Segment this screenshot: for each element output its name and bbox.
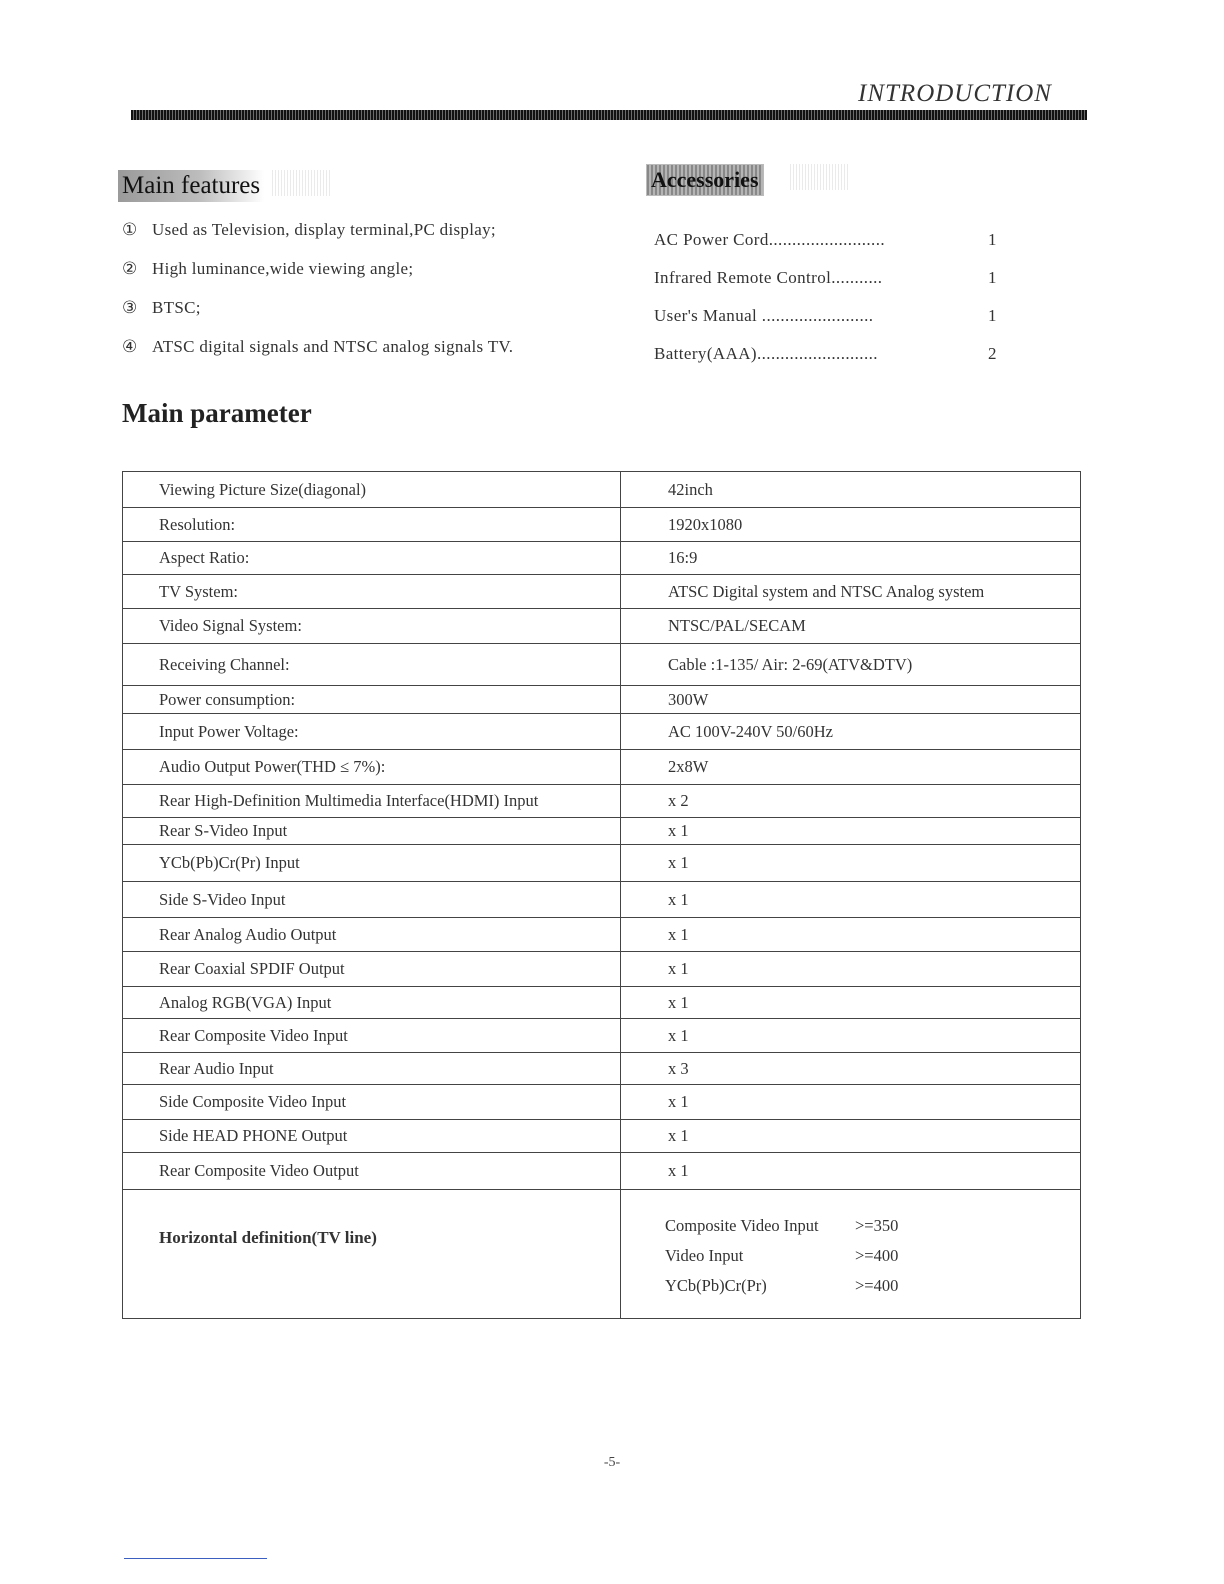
horizontal-definition-row: [123, 1190, 1081, 1319]
table-row: [123, 1120, 1081, 1153]
param-label: Side S-Video Input: [123, 882, 621, 918]
feature-number: ①: [122, 220, 138, 239]
param-label: YCb(Pb)Cr(Pr) Input: [123, 845, 621, 882]
feature-text: High luminance,wide viewing angle;: [152, 259, 414, 278]
param-value: x 2: [621, 785, 1081, 818]
param-value: x 1: [621, 918, 1081, 952]
accessory-item: [654, 344, 1004, 382]
accessory-quantity: 2: [988, 344, 997, 363]
definition-line: [665, 1211, 1080, 1241]
table-row: [123, 714, 1081, 750]
param-value: x 1: [621, 818, 1081, 845]
param-label: Audio Output Power(THD ≤ 7%):: [123, 750, 621, 785]
param-label: Rear S-Video Input: [123, 818, 621, 845]
header-divider-bar: [131, 110, 1087, 120]
param-value: x 1: [621, 1019, 1081, 1053]
param-value: x 3: [621, 1053, 1081, 1085]
param-label: Power consumption:: [123, 686, 621, 714]
footer-rule: [124, 1558, 267, 1559]
table-row: [123, 644, 1081, 686]
accessories-heading: Accessories: [646, 164, 764, 196]
feature-item: [122, 298, 513, 337]
page-header-title: INTRODUCTION: [858, 80, 1052, 107]
horizontal-definition-label: Horizontal definition(TV line): [159, 1228, 377, 1247]
param-value: 300W: [621, 686, 1081, 714]
param-value: AC 100V-240V 50/60Hz: [621, 714, 1081, 750]
accessory-quantity: 1: [988, 230, 997, 249]
table-row: [123, 882, 1081, 918]
accessory-name: User's Manual ........................: [654, 306, 874, 325]
param-value: Cable :1-135/ Air: 2-69(ATV&DTV): [621, 644, 1081, 686]
param-label: Rear Coaxial SPDIF Output: [123, 952, 621, 987]
parameters-table: [122, 471, 1081, 1319]
param-value: x 1: [621, 952, 1081, 987]
accessories-list: [654, 230, 1004, 382]
table-row: [123, 1153, 1081, 1190]
param-label: Rear Analog Audio Output: [123, 918, 621, 952]
param-label: Rear Composite Video Input: [123, 1019, 621, 1053]
param-value: x 1: [621, 882, 1081, 918]
table-row: [123, 1019, 1081, 1053]
feature-number: ③: [122, 298, 138, 317]
param-value: NTSC/PAL/SECAM: [621, 609, 1081, 644]
feature-item: [122, 337, 513, 376]
param-label: Resolution:: [123, 508, 621, 542]
feature-number: ②: [122, 259, 138, 278]
feature-item: [122, 259, 513, 298]
definition-name: Video Input: [665, 1246, 744, 1265]
param-value: x 1: [621, 1120, 1081, 1153]
param-value: 16:9: [621, 542, 1081, 575]
definition-line: [665, 1241, 1080, 1271]
param-label: Analog RGB(VGA) Input: [123, 987, 621, 1019]
table-row: [123, 575, 1081, 609]
param-label: Rear Audio Input: [123, 1053, 621, 1085]
feature-text: BTSC;: [152, 298, 201, 317]
accessory-name: Battery(AAA)..........................: [654, 344, 878, 363]
table-row: [123, 609, 1081, 644]
param-value: x 1: [621, 987, 1081, 1019]
table-row: [123, 1085, 1081, 1120]
accessory-name: Infrared Remote Control...........: [654, 268, 883, 287]
main-parameter-heading: Main parameter: [122, 398, 312, 428]
table-row: [123, 952, 1081, 987]
accessory-name: AC Power Cord.........................: [654, 230, 886, 249]
definition-value: >=350: [855, 1216, 899, 1235]
feature-text: ATSC digital signals and NTSC analog signals TV.: [152, 337, 514, 356]
features-list: [122, 220, 513, 376]
table-row: [123, 987, 1081, 1019]
param-label: TV System:: [123, 575, 621, 609]
table-row: [123, 1053, 1081, 1085]
param-label: Receiving Channel:: [123, 644, 621, 686]
heading-fade-decoration: [272, 170, 332, 196]
param-value: 2x8W: [621, 750, 1081, 785]
accessory-item: [654, 306, 1004, 344]
definition-name: YCb(Pb)Cr(Pr): [665, 1276, 767, 1295]
definition-value: >=400: [855, 1246, 899, 1265]
feature-number: ④: [122, 337, 138, 356]
table-row: [123, 750, 1081, 785]
param-value: x 1: [621, 1085, 1081, 1120]
param-label: Side Composite Video Input: [123, 1085, 621, 1120]
heading-fade-decoration: [790, 164, 850, 190]
parameters-table-body: [123, 472, 1081, 1319]
param-label: Video Signal System:: [123, 609, 621, 644]
accessory-item: [654, 230, 1004, 268]
table-row: [123, 918, 1081, 952]
definition-name: Composite Video Input: [665, 1216, 819, 1235]
main-features-heading: Main features: [118, 170, 264, 202]
accessory-item: [654, 268, 1004, 306]
table-row: [123, 542, 1081, 575]
param-value: x 1: [621, 845, 1081, 882]
param-label: Viewing Picture Size(diagonal): [123, 472, 621, 508]
page-number: -5-: [603, 1455, 621, 1470]
accessory-quantity: 1: [988, 268, 997, 287]
definition-value: >=400: [855, 1276, 899, 1295]
accessory-quantity: 1: [988, 306, 997, 325]
param-label: Rear High-Definition Multimedia Interface(HDMI) Input: [123, 785, 621, 818]
definition-line: [665, 1271, 1080, 1301]
param-label: Input Power Voltage:: [123, 714, 621, 750]
table-row: [123, 845, 1081, 882]
param-label: Rear Composite Video Output: [123, 1153, 621, 1190]
table-row: [123, 686, 1081, 714]
param-value: 42inch: [621, 472, 1081, 508]
param-value: 1920x1080: [621, 508, 1081, 542]
table-row: [123, 472, 1081, 508]
param-value: x 1: [621, 1153, 1081, 1190]
table-row: [123, 785, 1081, 818]
feature-item: [122, 220, 513, 259]
feature-text: Used as Television, display terminal,PC display;: [152, 220, 496, 239]
param-label: Side HEAD PHONE Output: [123, 1120, 621, 1153]
param-value: ATSC Digital system and NTSC Analog system: [621, 575, 1081, 609]
table-row: [123, 508, 1081, 542]
param-label: Aspect Ratio:: [123, 542, 621, 575]
table-row: [123, 818, 1081, 845]
